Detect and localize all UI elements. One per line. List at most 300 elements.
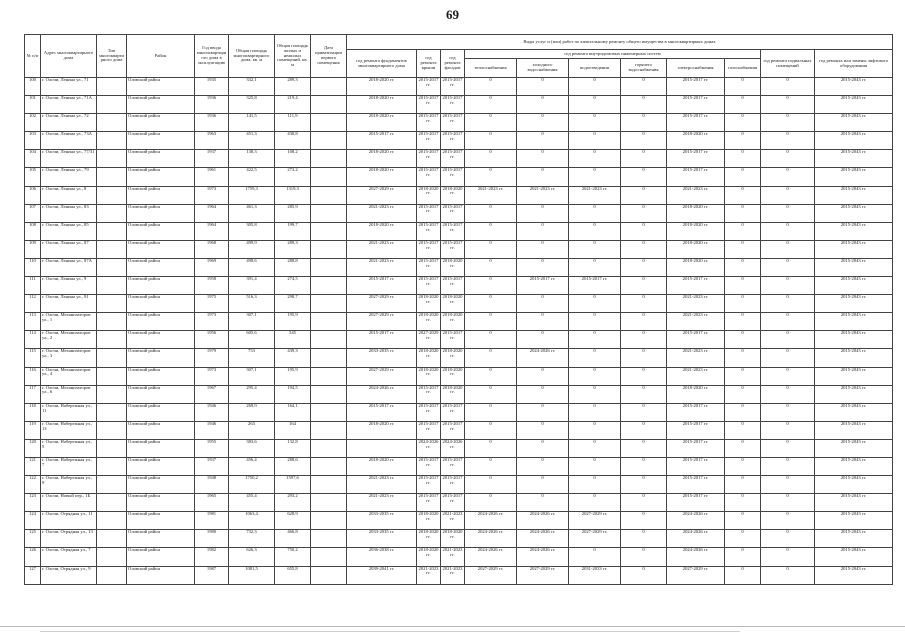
cell-living-area: 164 — [275, 421, 311, 439]
cell-lifts: 2015-2043 гг. — [815, 566, 893, 584]
cell-hot-water: 0 — [621, 566, 667, 584]
cell-roof: 2015-2017 гг. — [417, 204, 441, 222]
cell-num: 103 — [25, 132, 41, 150]
cell-district: Оловский район — [127, 295, 195, 313]
cell-hot-water: 0 — [621, 295, 667, 313]
cell-hot-water: 0 — [621, 114, 667, 132]
cell-foundation: 2033-2035 гг. — [347, 512, 417, 530]
cell-year: 1946 — [195, 421, 229, 439]
cell-type — [97, 96, 127, 114]
cell-district: Оловский район — [127, 457, 195, 475]
cell-num: 121 — [25, 457, 41, 475]
cell-num: 104 — [25, 150, 41, 168]
cell-num: 119 — [25, 421, 41, 439]
cell-type — [97, 494, 127, 512]
table-row — [25, 566, 893, 584]
cell-sewer: 0 — [569, 114, 621, 132]
cell-electric: 2018-2020 гг. — [667, 240, 725, 258]
cell-gas: 0 — [725, 168, 761, 186]
col-living-area: Общая площадь жилых и нежилых помещений, кв. м — [275, 35, 311, 78]
cell-cold-water: 0 — [517, 421, 569, 439]
cell-heat: 0 — [465, 421, 517, 439]
table-row — [25, 421, 893, 439]
cell-type — [97, 204, 127, 222]
cell-year: 1958 — [195, 277, 229, 295]
col-district: Район — [127, 35, 195, 78]
col-works-group: Виды услуг и (или) работ по капитальному ремонту общего имущества в многоквартирных домах — [347, 35, 893, 50]
cell-year: 1964 — [195, 222, 229, 240]
col-total-area: Общая площадь многоквартирного дома, кв. м — [229, 35, 275, 78]
cell-total-area: 732,3 — [229, 530, 275, 548]
cell-cold-water: 0 — [517, 476, 569, 494]
cell-date-first — [311, 78, 347, 96]
cell-roof: 2018-2020 гг. — [417, 313, 441, 331]
cell-district: Оловский район — [127, 277, 195, 295]
cell-cold-water: 0 — [517, 132, 569, 150]
cell-sewer: 0 — [569, 313, 621, 331]
cell-heat: 0 — [465, 313, 517, 331]
cell-basement: 0 — [761, 457, 815, 475]
cell-facade: 2015-2017 гг. — [441, 132, 465, 150]
cell-num: 120 — [25, 439, 41, 457]
table-row — [25, 78, 893, 96]
cell-cold-water: 0 — [517, 78, 569, 96]
cell-total-area: 325,8 — [229, 96, 275, 114]
cell-hot-water: 0 — [621, 476, 667, 494]
cell-type — [97, 258, 127, 276]
cell-basement: 0 — [761, 367, 815, 385]
cell-hot-water: 0 — [621, 385, 667, 403]
cell-basement: 0 — [761, 222, 815, 240]
cell-heat: 0 — [465, 222, 517, 240]
cell-hot-water: 0 — [621, 512, 667, 530]
cell-heat: 0 — [465, 403, 517, 421]
cell-sewer: 0 — [569, 548, 621, 566]
cell-foundation: 2021-2023 гг. — [347, 476, 417, 494]
cell-facade: 2015-2017 гг. — [441, 457, 465, 475]
cell-cold-water: 2024-2026 гг. — [517, 512, 569, 530]
table-row — [25, 476, 893, 494]
cell-hot-water: 0 — [621, 240, 667, 258]
cell-year: 1948 — [195, 476, 229, 494]
cell-year: 1946 — [195, 403, 229, 421]
cell-sewer: 0 — [569, 439, 621, 457]
cell-date-first — [311, 548, 347, 566]
cell-gas: 0 — [725, 457, 761, 475]
cell-facade: 2015-2017 гг. — [441, 114, 465, 132]
col-type: Тип многоквартирного дома — [97, 35, 127, 78]
cell-address: г. Олочи, Механизаторов ул., 6 — [41, 385, 97, 403]
cell-lifts: 2015-2043 гг. — [815, 204, 893, 222]
table-row — [25, 512, 893, 530]
table-row — [25, 494, 893, 512]
cell-roof: 2015-2017 гг. — [417, 494, 441, 512]
cell-heat: 2024-2026 гг. — [465, 512, 517, 530]
cell-date-first — [311, 204, 347, 222]
cell-date-first — [311, 512, 347, 530]
cell-facade: 2015-2017 гг. — [441, 240, 465, 258]
table-row — [25, 150, 893, 168]
cell-facade: 2015-2017 гг. — [441, 204, 465, 222]
cell-year: 1982 — [195, 548, 229, 566]
cell-lifts: 2015-2043 гг. — [815, 421, 893, 439]
cell-sewer: 0 — [569, 367, 621, 385]
cell-year: 1969 — [195, 258, 229, 276]
cell-district: Оловский район — [127, 240, 195, 258]
cell-heat: 0 — [465, 204, 517, 222]
cell-district: Оловский район — [127, 222, 195, 240]
cell-gas: 0 — [725, 277, 761, 295]
cell-hot-water: 0 — [621, 150, 667, 168]
cell-num: 107 — [25, 204, 41, 222]
cell-roof: 2018-2020 гг. — [417, 548, 441, 566]
cell-address: г. Олочи, Набережная ул., 7 — [41, 457, 97, 475]
table-row — [25, 240, 893, 258]
cell-facade: 2015-2017 гг. — [441, 150, 465, 168]
cell-sewer: 0 — [569, 457, 621, 475]
cell-num: 109 — [25, 240, 41, 258]
cell-address: г. Олочи, Набережная ул., 13 — [41, 421, 97, 439]
table-row — [25, 457, 893, 475]
cell-total-area: 516,3 — [229, 295, 275, 313]
cell-date-first — [311, 313, 347, 331]
cell-date-first — [311, 494, 347, 512]
cell-cold-water: 0 — [517, 385, 569, 403]
cell-total-area: 391,4 — [229, 277, 275, 295]
cell-electric: 2015-2017 гг. — [667, 277, 725, 295]
table-row — [25, 403, 893, 421]
cell-type — [97, 385, 127, 403]
cell-cold-water: 2024-2026 гг. — [517, 349, 569, 367]
cell-basement: 0 — [761, 313, 815, 331]
cell-gas: 0 — [725, 403, 761, 421]
cell-foundation: 2024-2026 гг. — [347, 385, 417, 403]
page-number: 69 — [446, 7, 459, 22]
cell-district: Оловский район — [127, 439, 195, 457]
cell-sewer: 0 — [569, 421, 621, 439]
cell-roof: 2015-2017 гг. — [417, 476, 441, 494]
cell-basement: 0 — [761, 494, 815, 512]
cell-date-first — [311, 258, 347, 276]
cell-foundation: 2027-2029 гг. — [347, 295, 417, 313]
cell-gas: 0 — [725, 476, 761, 494]
cell-year: 1936 — [195, 114, 229, 132]
cell-living-area: 293,2 — [275, 494, 311, 512]
cell-date-first — [311, 349, 347, 367]
cell-hot-water: 0 — [621, 331, 667, 349]
cell-lifts: 2015-2043 гг. — [815, 457, 893, 475]
cell-num: 113 — [25, 313, 41, 331]
cell-gas: 0 — [725, 512, 761, 530]
cell-date-first — [311, 132, 347, 150]
cell-living-area: 195,9 — [275, 313, 311, 331]
cell-num: 116 — [25, 367, 41, 385]
cell-electric: 2015-2017 гг. — [667, 403, 725, 421]
cell-roof: 2024-2026 гг. — [417, 439, 441, 457]
cell-facade: 2015-2017 гг. — [441, 277, 465, 295]
cell-district: Оловский район — [127, 385, 195, 403]
cell-gas: 0 — [725, 367, 761, 385]
cell-facade: 2018-2020 гг. — [441, 258, 465, 276]
cell-type — [97, 439, 127, 457]
cell-type — [97, 295, 127, 313]
cell-heat: 0 — [465, 150, 517, 168]
cell-num: 100 — [25, 78, 41, 96]
table-row — [25, 349, 893, 367]
cell-address: г. Олочи, Механизаторов ул., 3 — [41, 349, 97, 367]
cell-address: г. Олочи, Отрядная ул., 13 — [41, 530, 97, 548]
cell-type — [97, 403, 127, 421]
cell-basement: 0 — [761, 566, 815, 584]
cell-district: Оловский район — [127, 331, 195, 349]
cell-cold-water: 0 — [517, 114, 569, 132]
cell-basement: 0 — [761, 476, 815, 494]
cell-foundation: 2018-2020 гг. — [347, 78, 417, 96]
cell-basement: 0 — [761, 421, 815, 439]
cell-heat: 0 — [465, 457, 517, 475]
cell-num: 126 — [25, 548, 41, 566]
cell-gas: 0 — [725, 385, 761, 403]
cell-date-first — [311, 476, 347, 494]
cell-date-first — [311, 385, 347, 403]
cell-foundation: 2027-2029 гг. — [347, 186, 417, 204]
cell-cold-water: 0 — [517, 96, 569, 114]
cell-facade: 2015-2017 гг. — [441, 403, 465, 421]
cell-roof: 2015-2017 гг. — [417, 403, 441, 421]
cell-cold-water: 0 — [517, 494, 569, 512]
cell-year: 1956 — [195, 331, 229, 349]
cell-num: 117 — [25, 385, 41, 403]
cell-gas: 0 — [725, 204, 761, 222]
cell-district: Оловский район — [127, 114, 195, 132]
cell-num: 101 — [25, 96, 41, 114]
cell-electric: 2027-2029 гг. — [667, 566, 725, 584]
cell-address: г. Олочи, Ленина ул., 73А — [41, 132, 97, 150]
cell-living-area: 199,7 — [275, 222, 311, 240]
cell-facade: 2018-2020 гг. — [441, 367, 465, 385]
cell-gas: 0 — [725, 114, 761, 132]
col-sewer: водоотведения — [569, 59, 621, 78]
cell-lifts: 2015-2043 гг. — [815, 186, 893, 204]
cell-total-area: 141,5 — [229, 114, 275, 132]
cell-hot-water: 0 — [621, 277, 667, 295]
cell-living-area: 466,8 — [275, 530, 311, 548]
cell-living-area: 108,2 — [275, 150, 311, 168]
cell-sewer: 0 — [569, 349, 621, 367]
cell-sewer: 0 — [569, 132, 621, 150]
cell-electric: 2015-2017 гг. — [667, 494, 725, 512]
cell-living-area: 111,9 — [275, 114, 311, 132]
col-hot-water: горячего водоснабжения — [621, 59, 667, 78]
cell-foundation: 2018-2020 гг. — [347, 96, 417, 114]
cell-foundation: 2021-2023 гг. — [347, 258, 417, 276]
cell-basement: 0 — [761, 240, 815, 258]
cell-num: 105 — [25, 168, 41, 186]
table-row — [25, 96, 893, 114]
cell-district: Оловский район — [127, 132, 195, 150]
cell-electric: 2015-2017 гг. — [667, 457, 725, 475]
cell-total-area: 383,6 — [229, 439, 275, 457]
cell-lifts: 2015-2043 гг. — [815, 512, 893, 530]
cell-district: Оловский район — [127, 548, 195, 566]
cell-type — [97, 168, 127, 186]
cell-heat: 0 — [465, 439, 517, 457]
cell-district: Оловский район — [127, 530, 195, 548]
cell-basement: 0 — [761, 385, 815, 403]
cell-address: г. Олочи, Механизаторов ул., 1 — [41, 313, 97, 331]
cell-electric: 2021-2023 гг. — [667, 367, 725, 385]
cell-heat: 0 — [465, 114, 517, 132]
cell-type — [97, 530, 127, 548]
cell-sewer: 0 — [569, 204, 621, 222]
cell-gas: 0 — [725, 96, 761, 114]
cell-lifts: 2015-2043 гг. — [815, 222, 893, 240]
cell-year: 1936 — [195, 96, 229, 114]
cell-electric: 2015-2017 гг. — [667, 96, 725, 114]
cell-num: 127 — [25, 566, 41, 584]
cell-lifts: 2015-2043 гг. — [815, 530, 893, 548]
cell-cold-water: 0 — [517, 295, 569, 313]
cell-living-area: 194,5 — [275, 385, 311, 403]
cell-address: г. Олочи, Ленина ул., 87 — [41, 240, 97, 258]
cell-facade: 2015-2017 гг. — [441, 421, 465, 439]
cell-foundation: 2039-2041 гг. — [347, 566, 417, 584]
cell-address: г. Олочи, Новый пер., 1Б — [41, 494, 97, 512]
cell-heat: 0 — [465, 96, 517, 114]
cell-living-area: 1319,3 — [275, 186, 311, 204]
col-roof: год ремонта крыши — [417, 50, 441, 78]
cell-hot-water: 0 — [621, 313, 667, 331]
cell-foundation: 2033-2035 гг. — [347, 349, 417, 367]
cell-facade: 2018-2020 гг. — [441, 530, 465, 548]
cell-hot-water: 0 — [621, 168, 667, 186]
cell-heat: 0 — [465, 277, 517, 295]
cell-cold-water: 0 — [517, 168, 569, 186]
table-row — [25, 168, 893, 186]
cell-total-area: 455,4 — [229, 494, 275, 512]
cell-electric: 2015-2017 гг. — [667, 114, 725, 132]
cell-address: г. Олочи, Ленина ул., 8 — [41, 186, 97, 204]
cell-hot-water: 0 — [621, 78, 667, 96]
cell-heat: 0 — [465, 168, 517, 186]
cell-lifts: 2015-2043 гг. — [815, 367, 893, 385]
cell-num: 124 — [25, 512, 41, 530]
cell-address: г. Олочи, Ленина ул., 71 — [41, 78, 97, 96]
cell-heat: 0 — [465, 258, 517, 276]
cell-facade: 2015-2017 гг. — [441, 222, 465, 240]
cell-lifts: 2015-2043 гг. — [815, 277, 893, 295]
col-cold-water: холодного водоснабжения — [517, 59, 569, 78]
cell-sewer: 2031-2033 гг. — [569, 566, 621, 584]
cell-living-area: 298,7 — [275, 295, 311, 313]
cell-type — [97, 313, 127, 331]
cell-district: Оловский район — [127, 186, 195, 204]
cell-lifts: 2015-2043 гг. — [815, 258, 893, 276]
cell-district: Оловский район — [127, 421, 195, 439]
cell-gas: 0 — [725, 258, 761, 276]
cell-total-area: 422,5 — [229, 168, 275, 186]
cell-date-first — [311, 457, 347, 475]
cell-foundation: 2021-2023 гг. — [347, 494, 417, 512]
cell-heat: 0 — [465, 476, 517, 494]
cell-facade: 2021-2023 гг. — [441, 548, 465, 566]
capital-repair-table — [24, 34, 893, 585]
cell-district: Оловский район — [127, 96, 195, 114]
cell-year: 1968 — [195, 240, 229, 258]
cell-heat: 2024-2026 гг. — [465, 530, 517, 548]
cell-lifts: 2015-2043 гг. — [815, 96, 893, 114]
cell-lifts: 2015-2043 гг. — [815, 240, 893, 258]
cell-sewer: 0 — [569, 168, 621, 186]
cell-cold-water: 0 — [517, 204, 569, 222]
cell-district: Оловский район — [127, 367, 195, 385]
cell-lifts: 2015-2043 гг. — [815, 494, 893, 512]
cell-date-first — [311, 186, 347, 204]
cell-num: 123 — [25, 494, 41, 512]
cell-electric: 2015-2017 гг. — [667, 476, 725, 494]
cell-heat: 0 — [465, 240, 517, 258]
table-body — [25, 78, 893, 585]
cell-total-area: 1750,2 — [229, 476, 275, 494]
cell-address: г. Олочи, Ленина ул., 91 — [41, 295, 97, 313]
cell-sewer: 0 — [569, 331, 621, 349]
cell-total-area: 753 — [229, 349, 275, 367]
cell-gas: 0 — [725, 494, 761, 512]
cell-cold-water: 2027-2029 гг. — [517, 566, 569, 584]
cell-basement: 0 — [761, 277, 815, 295]
cell-date-first — [311, 331, 347, 349]
cell-hot-water: 0 — [621, 439, 667, 457]
cell-cold-water: 0 — [517, 403, 569, 421]
cell-num: 106 — [25, 186, 41, 204]
cell-lifts: 2015-2043 гг. — [815, 114, 893, 132]
cell-date-first — [311, 530, 347, 548]
cell-living-area: 289,3 — [275, 78, 311, 96]
cell-electric: 2018-2020 гг. — [667, 385, 725, 403]
cell-total-area: 461,3 — [229, 204, 275, 222]
cell-district: Оловский район — [127, 349, 195, 367]
cell-gas: 0 — [725, 186, 761, 204]
cell-year: 1973 — [195, 367, 229, 385]
cell-type — [97, 114, 127, 132]
cell-num: 118 — [25, 403, 41, 421]
cell-foundation: 2015-2017 гг. — [347, 403, 417, 421]
cell-lifts: 2015-2043 гг. — [815, 295, 893, 313]
cell-electric: 2015-2017 гг. — [667, 421, 725, 439]
cell-sewer: 2015-2017 гг. — [569, 277, 621, 295]
cell-lifts: 2015-2043 гг. — [815, 349, 893, 367]
col-electric: электроснабжения — [667, 59, 725, 78]
cell-basement: 0 — [761, 331, 815, 349]
cell-total-area: 307,1 — [229, 313, 275, 331]
cell-date-first — [311, 439, 347, 457]
cell-cold-water: 2015-2017 гг. — [517, 277, 569, 295]
cell-district: Оловский район — [127, 476, 195, 494]
cell-cold-water: 0 — [517, 457, 569, 475]
cell-gas: 0 — [725, 313, 761, 331]
cell-electric: 2015-2017 гг. — [667, 331, 725, 349]
cell-address: г. Олочи, Ленина ул., 79 — [41, 168, 97, 186]
cell-num: 111 — [25, 277, 41, 295]
cell-address: г. Олочи, Отрядная ул., 11 — [41, 512, 97, 530]
cell-total-area: 499,9 — [229, 240, 275, 258]
cell-electric: 2018-2020 гг. — [667, 132, 725, 150]
cell-year: 1961 — [195, 168, 229, 186]
cell-roof: 2015-2017 гг. — [417, 457, 441, 475]
cell-cold-water: 0 — [517, 331, 569, 349]
cell-type — [97, 186, 127, 204]
cell-electric: 2015-2017 гг. — [667, 439, 725, 457]
